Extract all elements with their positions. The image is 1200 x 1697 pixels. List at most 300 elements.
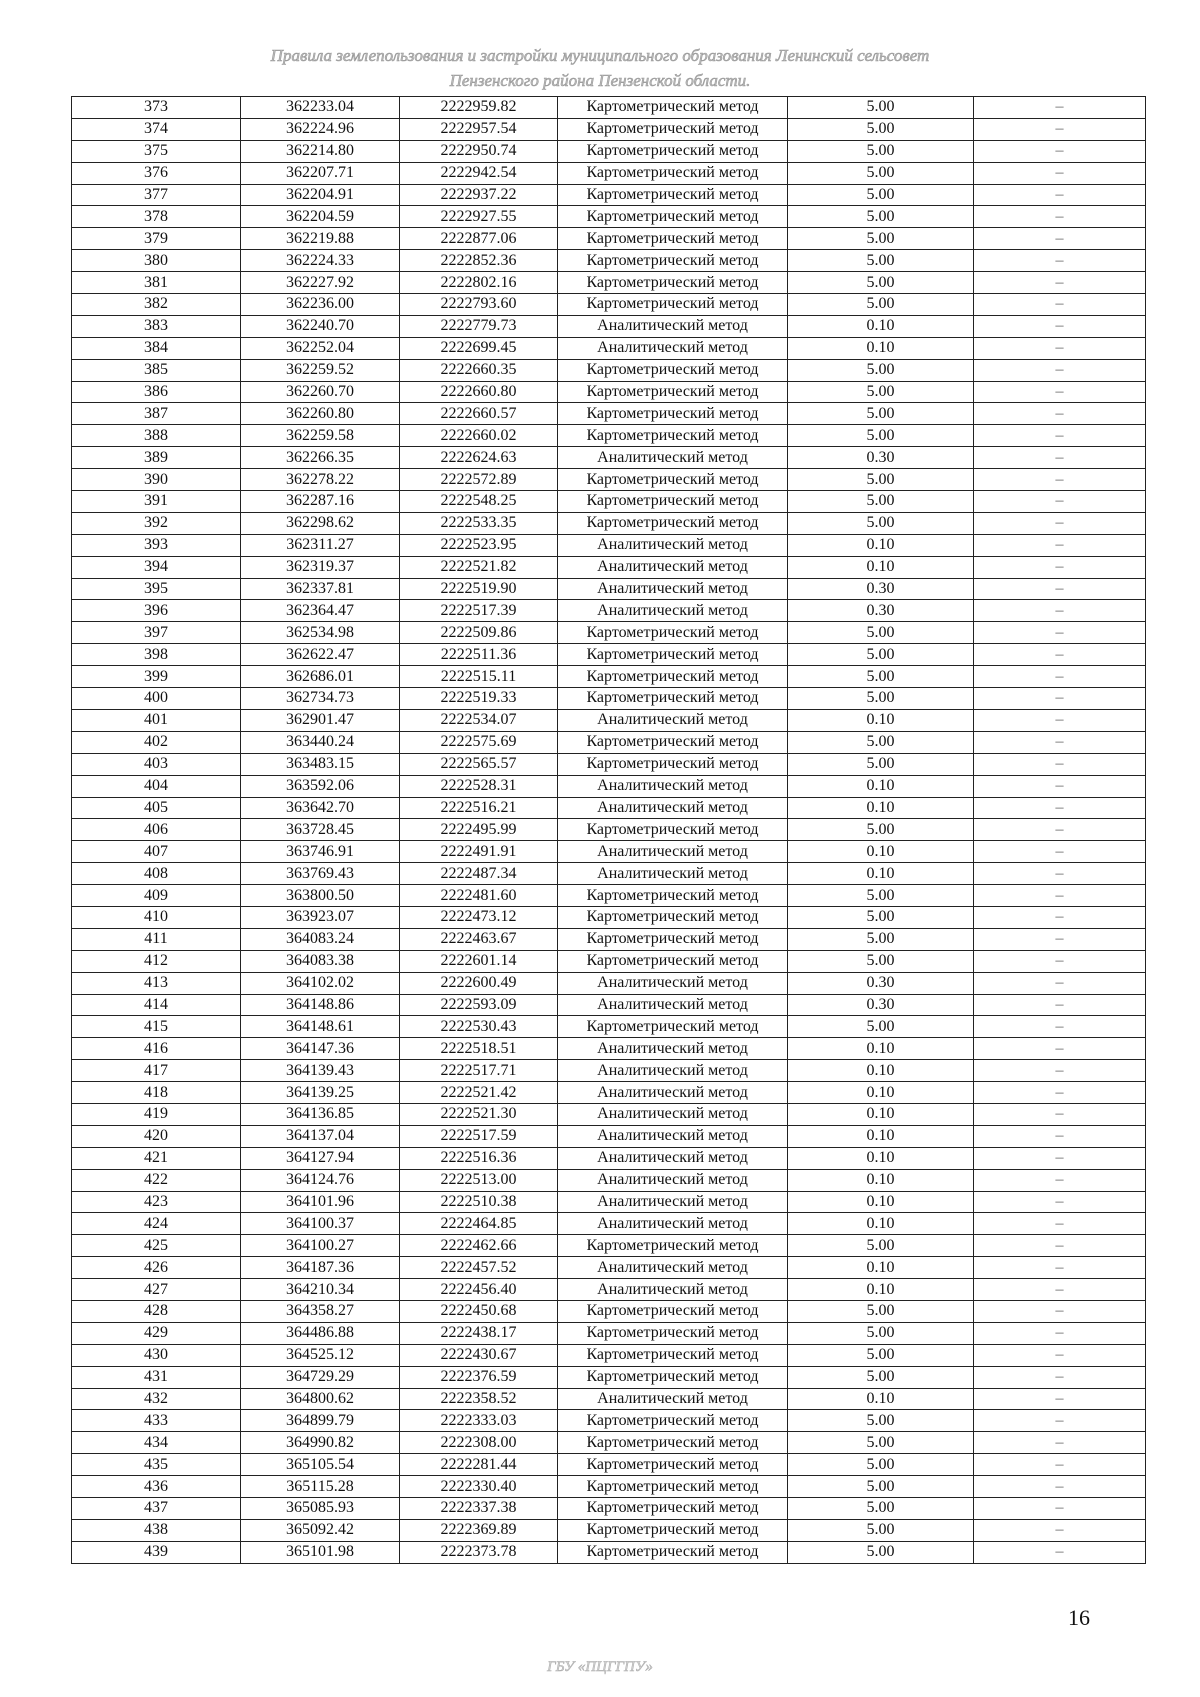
table-row	[72, 731, 1146, 753]
table-row	[72, 1541, 1146, 1563]
method-cell: Аналитический метод	[558, 797, 788, 819]
method-cell: Картометрический метод	[558, 731, 788, 753]
method-cell: Картометрический метод	[558, 688, 788, 710]
note-cell: –	[974, 688, 1146, 710]
table-row	[72, 709, 1146, 731]
y-coordinate-cell: 2222464.85	[400, 1213, 558, 1235]
y-coordinate-cell: 2222877.06	[400, 228, 558, 250]
y-coordinate-cell: 2222793.60	[400, 294, 558, 316]
y-coordinate-cell: 2222462.66	[400, 1235, 558, 1257]
accuracy-cell: 5.00	[788, 666, 974, 688]
accuracy-cell: 5.00	[788, 140, 974, 162]
method-cell: Аналитический метод	[558, 1038, 788, 1060]
note-cell: –	[974, 294, 1146, 316]
accuracy-cell: 0.10	[788, 1279, 974, 1301]
method-cell: Картометрический метод	[558, 1498, 788, 1520]
note-cell: –	[974, 841, 1146, 863]
method-cell: Картометрический метод	[558, 622, 788, 644]
y-coordinate-cell: 2222565.57	[400, 753, 558, 775]
point-number-cell: 378	[72, 206, 241, 228]
x-coordinate-cell: 362260.80	[241, 403, 400, 425]
point-number-cell: 395	[72, 578, 241, 600]
y-coordinate-cell: 2222660.35	[400, 359, 558, 381]
method-cell: Картометрический метод	[558, 403, 788, 425]
x-coordinate-cell: 362266.35	[241, 447, 400, 469]
note-cell: –	[974, 1300, 1146, 1322]
point-number-cell: 377	[72, 184, 241, 206]
note-cell: –	[974, 1257, 1146, 1279]
table-row	[72, 1191, 1146, 1213]
x-coordinate-cell: 362259.58	[241, 425, 400, 447]
method-cell: Картометрический метод	[558, 885, 788, 907]
note-cell: –	[974, 315, 1146, 337]
y-coordinate-cell: 2222430.67	[400, 1344, 558, 1366]
table-row	[72, 140, 1146, 162]
x-coordinate-cell: 365101.98	[241, 1541, 400, 1563]
point-number-cell: 390	[72, 469, 241, 491]
accuracy-cell: 0.30	[788, 972, 974, 994]
x-coordinate-cell: 364148.86	[241, 994, 400, 1016]
method-cell: Картометрический метод	[558, 140, 788, 162]
accuracy-cell: 5.00	[788, 1016, 974, 1038]
table-row	[72, 381, 1146, 403]
method-cell: Аналитический метод	[558, 775, 788, 797]
table-row	[72, 425, 1146, 447]
note-cell: –	[974, 600, 1146, 622]
method-cell: Картометрический метод	[558, 184, 788, 206]
note-cell: –	[974, 1082, 1146, 1104]
accuracy-cell: 5.00	[788, 1322, 974, 1344]
note-cell: –	[974, 1498, 1146, 1520]
note-cell: –	[974, 1213, 1146, 1235]
note-cell: –	[974, 228, 1146, 250]
point-number-cell: 426	[72, 1257, 241, 1279]
table-row	[72, 797, 1146, 819]
y-coordinate-cell: 2222699.45	[400, 337, 558, 359]
y-coordinate-cell: 2222575.69	[400, 731, 558, 753]
x-coordinate-cell: 362219.88	[241, 228, 400, 250]
y-coordinate-cell: 2222518.51	[400, 1038, 558, 1060]
y-coordinate-cell: 2222473.12	[400, 906, 558, 928]
note-cell: –	[974, 709, 1146, 731]
note-cell: –	[974, 1541, 1146, 1563]
point-number-cell: 414	[72, 994, 241, 1016]
x-coordinate-cell: 363592.06	[241, 775, 400, 797]
note-cell: –	[974, 644, 1146, 666]
point-number-cell: 438	[72, 1519, 241, 1541]
table-row	[72, 184, 1146, 206]
note-cell: –	[974, 1125, 1146, 1147]
note-cell: –	[974, 1432, 1146, 1454]
point-number-cell: 417	[72, 1060, 241, 1082]
y-coordinate-cell: 2222957.54	[400, 118, 558, 140]
point-number-cell: 393	[72, 534, 241, 556]
x-coordinate-cell: 362236.00	[241, 294, 400, 316]
y-coordinate-cell: 2222513.00	[400, 1169, 558, 1191]
y-coordinate-cell: 2222852.36	[400, 250, 558, 272]
accuracy-cell: 5.00	[788, 885, 974, 907]
x-coordinate-cell: 364800.62	[241, 1388, 400, 1410]
method-cell: Аналитический метод	[558, 337, 788, 359]
point-number-cell: 410	[72, 906, 241, 928]
table-row	[72, 162, 1146, 184]
table-row	[72, 841, 1146, 863]
x-coordinate-cell: 365085.93	[241, 1498, 400, 1520]
page-number: 16	[1068, 1605, 1090, 1630]
table-row	[72, 1147, 1146, 1169]
x-coordinate-cell: 363728.45	[241, 819, 400, 841]
point-number-cell: 376	[72, 162, 241, 184]
point-number-cell: 380	[72, 250, 241, 272]
x-coordinate-cell: 364102.02	[241, 972, 400, 994]
accuracy-cell: 5.00	[788, 644, 974, 666]
accuracy-cell: 0.10	[788, 797, 974, 819]
point-number-cell: 403	[72, 753, 241, 775]
table-row	[72, 118, 1146, 140]
method-cell: Картометрический метод	[558, 753, 788, 775]
x-coordinate-cell: 364525.12	[241, 1344, 400, 1366]
accuracy-cell: 0.10	[788, 1147, 974, 1169]
note-cell: –	[974, 1344, 1146, 1366]
method-cell: Аналитический метод	[558, 1147, 788, 1169]
x-coordinate-cell: 364136.85	[241, 1103, 400, 1125]
y-coordinate-cell: 2222456.40	[400, 1279, 558, 1301]
note-cell: –	[974, 1038, 1146, 1060]
y-coordinate-cell: 2222660.02	[400, 425, 558, 447]
point-number-cell: 428	[72, 1300, 241, 1322]
x-coordinate-cell: 364100.27	[241, 1235, 400, 1257]
accuracy-cell: 5.00	[788, 512, 974, 534]
accuracy-cell: 0.10	[788, 1257, 974, 1279]
point-number-cell: 430	[72, 1344, 241, 1366]
point-number-cell: 434	[72, 1432, 241, 1454]
table-row	[72, 556, 1146, 578]
note-cell: –	[974, 1191, 1146, 1213]
point-number-cell: 439	[72, 1541, 241, 1563]
y-coordinate-cell: 2222463.67	[400, 928, 558, 950]
accuracy-cell: 0.10	[788, 1082, 974, 1104]
accuracy-cell: 5.00	[788, 403, 974, 425]
accuracy-cell: 0.10	[788, 863, 974, 885]
accuracy-cell: 0.10	[788, 556, 974, 578]
point-number-cell: 427	[72, 1279, 241, 1301]
x-coordinate-cell: 362204.91	[241, 184, 400, 206]
x-coordinate-cell: 364101.96	[241, 1191, 400, 1213]
x-coordinate-cell: 362298.62	[241, 512, 400, 534]
table-row	[72, 578, 1146, 600]
point-number-cell: 397	[72, 622, 241, 644]
x-coordinate-cell: 363800.50	[241, 885, 400, 907]
y-coordinate-cell: 2222779.73	[400, 315, 558, 337]
accuracy-cell: 5.00	[788, 1366, 974, 1388]
point-number-cell: 411	[72, 928, 241, 950]
method-cell: Аналитический метод	[558, 1257, 788, 1279]
point-number-cell: 398	[72, 644, 241, 666]
table-row	[72, 622, 1146, 644]
table-row	[72, 1213, 1146, 1235]
y-coordinate-cell: 2222534.07	[400, 709, 558, 731]
table-row	[72, 294, 1146, 316]
method-cell: Аналитический метод	[558, 972, 788, 994]
table-row	[72, 228, 1146, 250]
x-coordinate-cell: 362252.04	[241, 337, 400, 359]
table-row	[72, 906, 1146, 928]
accuracy-cell: 0.10	[788, 315, 974, 337]
point-number-cell: 405	[72, 797, 241, 819]
y-coordinate-cell: 2222491.91	[400, 841, 558, 863]
y-coordinate-cell: 2222481.60	[400, 885, 558, 907]
table-row	[72, 1016, 1146, 1038]
y-coordinate-cell: 2222373.78	[400, 1541, 558, 1563]
note-cell: –	[974, 162, 1146, 184]
y-coordinate-cell: 2222523.95	[400, 534, 558, 556]
x-coordinate-cell: 362534.98	[241, 622, 400, 644]
accuracy-cell: 0.30	[788, 578, 974, 600]
accuracy-cell: 5.00	[788, 1410, 974, 1432]
accuracy-cell: 0.30	[788, 447, 974, 469]
method-cell: Картометрический метод	[558, 1235, 788, 1257]
table-row	[72, 1498, 1146, 1520]
y-coordinate-cell: 2222600.49	[400, 972, 558, 994]
y-coordinate-cell: 2222521.30	[400, 1103, 558, 1125]
point-number-cell: 423	[72, 1191, 241, 1213]
method-cell: Картометрический метод	[558, 644, 788, 666]
table-row	[72, 1410, 1146, 1432]
table-row	[72, 775, 1146, 797]
accuracy-cell: 5.00	[788, 928, 974, 950]
table-row	[72, 1038, 1146, 1060]
y-coordinate-cell: 2222519.33	[400, 688, 558, 710]
x-coordinate-cell: 363746.91	[241, 841, 400, 863]
y-coordinate-cell: 2222517.71	[400, 1060, 558, 1082]
x-coordinate-cell: 362240.70	[241, 315, 400, 337]
accuracy-cell: 5.00	[788, 184, 974, 206]
note-cell: –	[974, 1060, 1146, 1082]
table-row	[72, 512, 1146, 534]
y-coordinate-cell: 2222308.00	[400, 1432, 558, 1454]
table-row	[72, 1060, 1146, 1082]
point-number-cell: 373	[72, 97, 241, 119]
point-number-cell: 409	[72, 885, 241, 907]
method-cell: Картометрический метод	[558, 162, 788, 184]
y-coordinate-cell: 2222515.11	[400, 666, 558, 688]
point-number-cell: 425	[72, 1235, 241, 1257]
accuracy-cell: 0.10	[788, 1169, 974, 1191]
point-number-cell: 400	[72, 688, 241, 710]
accuracy-cell: 5.00	[788, 1454, 974, 1476]
accuracy-cell: 0.30	[788, 600, 974, 622]
accuracy-cell: 5.00	[788, 1476, 974, 1498]
x-coordinate-cell: 364124.76	[241, 1169, 400, 1191]
accuracy-cell: 0.10	[788, 337, 974, 359]
table-row	[72, 534, 1146, 556]
method-cell: Картометрический метод	[558, 1432, 788, 1454]
point-number-cell: 382	[72, 294, 241, 316]
method-cell: Картометрический метод	[558, 928, 788, 950]
method-cell: Аналитический метод	[558, 315, 788, 337]
method-cell: Картометрический метод	[558, 1410, 788, 1432]
x-coordinate-cell: 365105.54	[241, 1454, 400, 1476]
y-coordinate-cell: 2222593.09	[400, 994, 558, 1016]
x-coordinate-cell: 362319.37	[241, 556, 400, 578]
note-cell: –	[974, 359, 1146, 381]
point-number-cell: 392	[72, 512, 241, 534]
note-cell: –	[974, 1147, 1146, 1169]
note-cell: –	[974, 906, 1146, 928]
table-row	[72, 337, 1146, 359]
accuracy-cell: 0.10	[788, 775, 974, 797]
y-coordinate-cell: 2222927.55	[400, 206, 558, 228]
x-coordinate-cell: 362207.71	[241, 162, 400, 184]
table-row	[72, 1432, 1146, 1454]
point-number-cell: 387	[72, 403, 241, 425]
note-cell: –	[974, 1235, 1146, 1257]
x-coordinate-cell: 364358.27	[241, 1300, 400, 1322]
table-row	[72, 1082, 1146, 1104]
accuracy-cell: 5.00	[788, 294, 974, 316]
table-row	[72, 1279, 1146, 1301]
table-row	[72, 1454, 1146, 1476]
point-number-cell: 391	[72, 491, 241, 513]
table-row	[72, 753, 1146, 775]
method-cell: Картометрический метод	[558, 272, 788, 294]
method-cell: Картометрический метод	[558, 906, 788, 928]
accuracy-cell: 5.00	[788, 950, 974, 972]
accuracy-cell: 5.00	[788, 491, 974, 513]
accuracy-cell: 5.00	[788, 819, 974, 841]
point-number-cell: 419	[72, 1103, 241, 1125]
note-cell: –	[974, 775, 1146, 797]
method-cell: Картометрический метод	[558, 118, 788, 140]
x-coordinate-cell: 362259.52	[241, 359, 400, 381]
point-number-cell: 424	[72, 1213, 241, 1235]
note-cell: –	[974, 578, 1146, 600]
note-cell: –	[974, 950, 1146, 972]
accuracy-cell: 5.00	[788, 622, 974, 644]
method-cell: Аналитический метод	[558, 1191, 788, 1213]
point-number-cell: 389	[72, 447, 241, 469]
method-cell: Аналитический метод	[558, 447, 788, 469]
method-cell: Аналитический метод	[558, 1169, 788, 1191]
x-coordinate-cell: 362278.22	[241, 469, 400, 491]
method-cell: Аналитический метод	[558, 1279, 788, 1301]
point-number-cell: 433	[72, 1410, 241, 1432]
note-cell: –	[974, 140, 1146, 162]
point-number-cell: 429	[72, 1322, 241, 1344]
x-coordinate-cell: 362287.16	[241, 491, 400, 513]
table-row	[72, 994, 1146, 1016]
accuracy-cell: 5.00	[788, 1432, 974, 1454]
point-number-cell: 406	[72, 819, 241, 841]
accuracy-cell: 5.00	[788, 359, 974, 381]
accuracy-cell: 5.00	[788, 906, 974, 928]
y-coordinate-cell: 2222660.80	[400, 381, 558, 403]
y-coordinate-cell: 2222358.52	[400, 1388, 558, 1410]
accuracy-cell: 5.00	[788, 118, 974, 140]
accuracy-cell: 5.00	[788, 272, 974, 294]
note-cell: –	[974, 1454, 1146, 1476]
method-cell: Картометрический метод	[558, 1476, 788, 1498]
accuracy-cell: 5.00	[788, 1519, 974, 1541]
point-number-cell: 436	[72, 1476, 241, 1498]
x-coordinate-cell: 362734.73	[241, 688, 400, 710]
note-cell: –	[974, 928, 1146, 950]
point-number-cell: 408	[72, 863, 241, 885]
y-coordinate-cell: 2222572.89	[400, 469, 558, 491]
x-coordinate-cell: 364486.88	[241, 1322, 400, 1344]
accuracy-cell: 5.00	[788, 1498, 974, 1520]
x-coordinate-cell: 364139.25	[241, 1082, 400, 1104]
method-cell: Картометрический метод	[558, 819, 788, 841]
accuracy-cell: 0.10	[788, 1191, 974, 1213]
y-coordinate-cell: 2222521.42	[400, 1082, 558, 1104]
x-coordinate-cell: 364083.24	[241, 928, 400, 950]
table-row	[72, 666, 1146, 688]
y-coordinate-cell: 2222959.82	[400, 97, 558, 119]
y-coordinate-cell: 2222528.31	[400, 775, 558, 797]
y-coordinate-cell: 2222511.36	[400, 644, 558, 666]
x-coordinate-cell: 364148.61	[241, 1016, 400, 1038]
x-coordinate-cell: 363642.70	[241, 797, 400, 819]
x-coordinate-cell: 364127.94	[241, 1147, 400, 1169]
note-cell: –	[974, 556, 1146, 578]
y-coordinate-cell: 2222517.59	[400, 1125, 558, 1147]
x-coordinate-cell: 362224.33	[241, 250, 400, 272]
y-coordinate-cell: 2222519.90	[400, 578, 558, 600]
point-number-cell: 413	[72, 972, 241, 994]
y-coordinate-cell: 2222495.99	[400, 819, 558, 841]
x-coordinate-cell: 362622.47	[241, 644, 400, 666]
table-row	[72, 315, 1146, 337]
y-coordinate-cell: 2222521.82	[400, 556, 558, 578]
point-number-cell: 422	[72, 1169, 241, 1191]
x-coordinate-cell: 363769.43	[241, 863, 400, 885]
x-coordinate-cell: 364729.29	[241, 1366, 400, 1388]
table-row	[72, 1257, 1146, 1279]
table-row	[72, 97, 1146, 119]
note-cell: –	[974, 534, 1146, 556]
x-coordinate-cell: 362686.01	[241, 666, 400, 688]
method-cell: Картометрический метод	[558, 250, 788, 272]
method-cell: Картометрический метод	[558, 950, 788, 972]
y-coordinate-cell: 2222337.38	[400, 1498, 558, 1520]
method-cell: Картометрический метод	[558, 294, 788, 316]
accuracy-cell: 5.00	[788, 97, 974, 119]
note-cell: –	[974, 994, 1146, 1016]
accuracy-cell: 5.00	[788, 1300, 974, 1322]
coordinates-table	[71, 96, 1146, 1564]
y-coordinate-cell: 2222510.38	[400, 1191, 558, 1213]
y-coordinate-cell: 2222548.25	[400, 491, 558, 513]
note-cell: –	[974, 1410, 1146, 1432]
accuracy-cell: 5.00	[788, 1235, 974, 1257]
table-row	[72, 863, 1146, 885]
method-cell: Картометрический метод	[558, 1300, 788, 1322]
method-cell: Картометрический метод	[558, 1344, 788, 1366]
method-cell: Аналитический метод	[558, 556, 788, 578]
method-cell: Картометрический метод	[558, 1366, 788, 1388]
accuracy-cell: 0.30	[788, 994, 974, 1016]
point-number-cell: 435	[72, 1454, 241, 1476]
point-number-cell: 379	[72, 228, 241, 250]
method-cell: Аналитический метод	[558, 1082, 788, 1104]
y-coordinate-cell: 2222369.89	[400, 1519, 558, 1541]
x-coordinate-cell: 362214.80	[241, 140, 400, 162]
accuracy-cell: 5.00	[788, 753, 974, 775]
point-number-cell: 383	[72, 315, 241, 337]
method-cell: Аналитический метод	[558, 1125, 788, 1147]
method-cell: Картометрический метод	[558, 1519, 788, 1541]
